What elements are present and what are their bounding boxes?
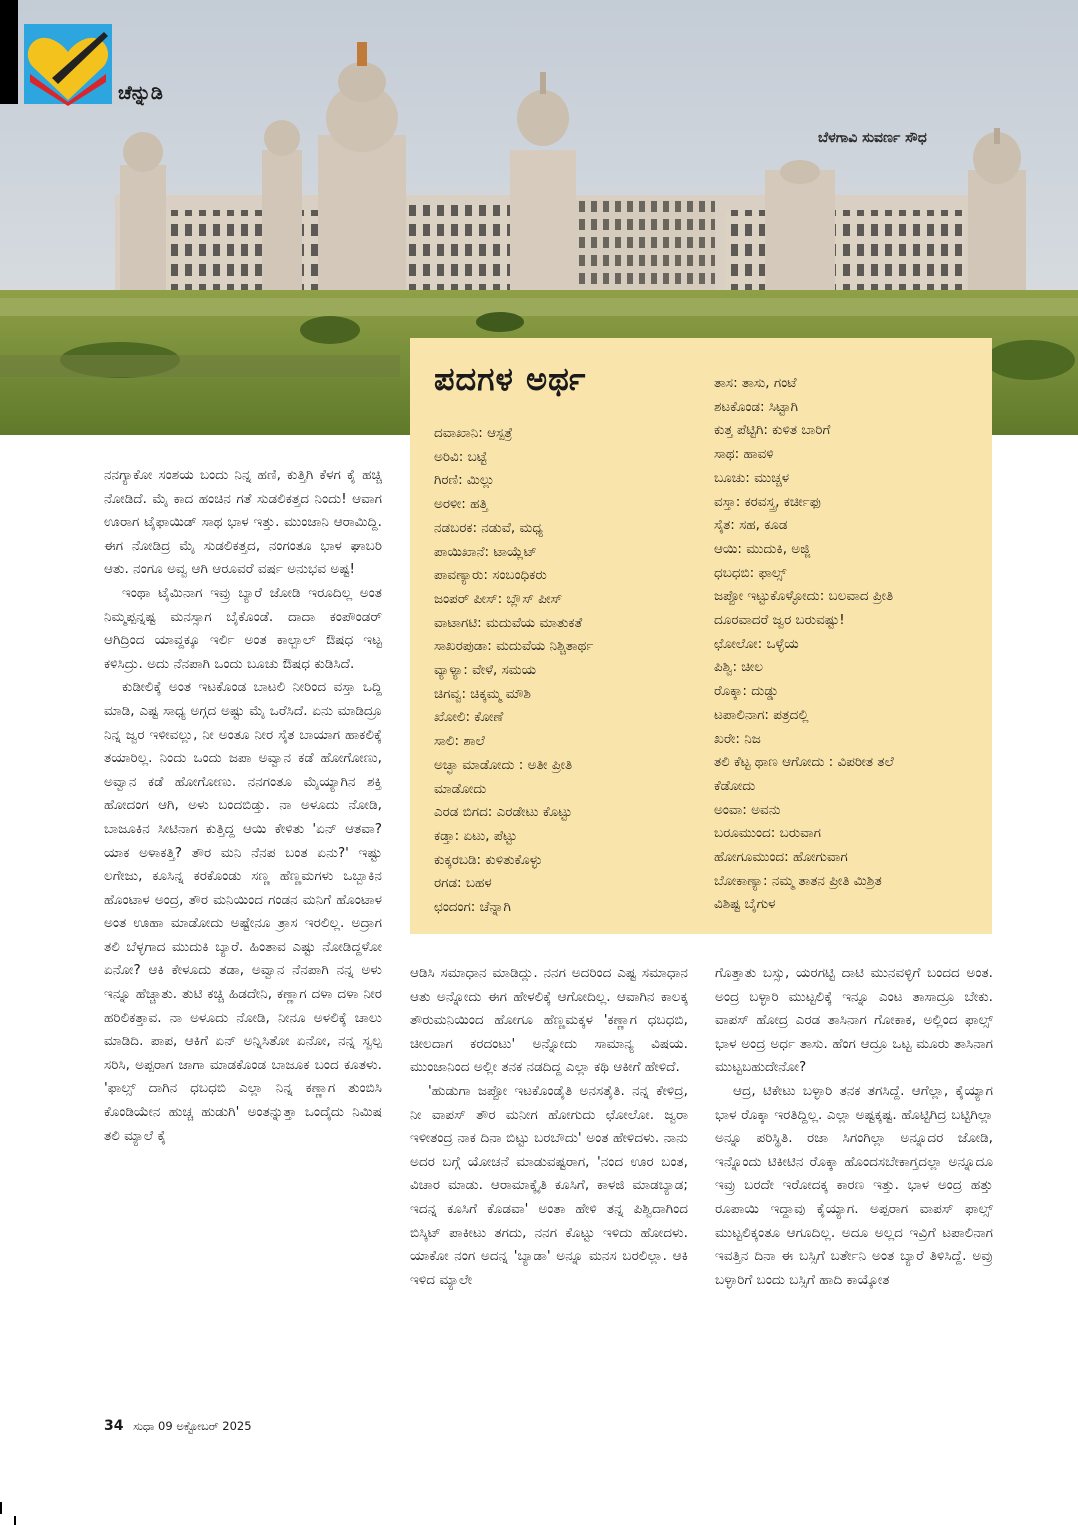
glossary-entry: ಸಾಖರಪುಡಾ: ಮದುವೆಯ ನಿಶ್ಚಿತಾರ್ಥ <box>434 638 594 655</box>
glossary-entry: ಧಬಧಬಿ: ಫಾಲ್ಸ್ <box>714 564 787 581</box>
page-footer <box>104 1418 252 1434</box>
glossary-entry: ವ್ಯಾಳ್ಯಾ: ವೇಳೆ, ಸಮಯ <box>434 662 537 679</box>
article-paragraph: ಇಂಥಾ ಟೈಮಿನಾಗ ಇವ್ರು ಬ್ಯಾರೆ ಜೋಡಿ ಇರೂದಿಲ್ಲ ಅಂತ ನಿಮ್ಮಪ್ಪನ್ನಷ್ಟ ಮನಸ್ಸಾಗ ಬೈಕೊಂಡೆ. ದಾದಾ ಕಂಪೌಂಡರ್ ಆಗಿದ್ರಿಂದ ಯಾವ್ದಕ್ಕೂ ಇರ್ಲಿ ಅಂತ ಕಾಲ್ಬಾಲ್ ಔಷಧ ಇಟ್ಟ ಕಳಿಸಿದ್ರು. ಅದು ನೆನಪಾಗಿ ಒಂದು ಬೂಚು ಔಷಧ ಕುಡಿಸಿದೆ. <box>104 584 382 672</box>
glossary-entry: ಅರಳೀ: ಹತ್ತಿ <box>434 496 488 513</box>
glossary-entry: ಖೋಲಿ: ಕೋಣೆ <box>434 709 504 726</box>
section-logo <box>22 22 114 106</box>
glossary-entry: ಪಾಯಿಖಾನೆ: ಟಾಯ್ಲೆಟ್ <box>434 543 537 560</box>
book-heart-pen-icon <box>22 22 114 106</box>
article-paragraph: ನನಗ್ಯಾಕೋ ಸಂಶಯ ಬಂದು ನಿನ್ನ ಹಣಿ, ಕುತ್ತಿಗಿ ಕೆಳಗ ಕೈ ಹಚ್ಚಿ ನೋಡಿದೆ. ಮೈ ಕಾದ ಹಂಚಿನ ಗತೆ ಸುಡಲಿಕತ್ತದ ನಿಂದು! ಆವಾಗ ಊರಾಗ ಟೈಫಾಯಿಡ್ ಸಾಥ ಭಾಳ ಇತ್ತು. ಮುಂಜಾನಿ ಆರಾಮಿದ್ದಿ. ಈಗ ನೋಡಿದ್ರ ಮೈ ಸುಡಲಿಕತ್ತದ, ನಂಗಂತೂ ಭಾಳ ಘಾಬರಿ ಆತು. ನಂಗೂ ಅವ್ವ ಆಗಿ ಆರೂವರೆ ವರ್ಷ ಅನುಭವ ಅಷ್ಟ! <box>104 467 382 578</box>
glossary-entry: ದವಾಖಾನಿ: ಆಸ್ಪತ್ರೆ <box>434 425 513 441</box>
glossary-entry: ಸೈತ: ಸಹ, ಕೂಡ <box>714 517 788 534</box>
glossary-entry: ಪಿಶ್ವಿ: ಚೀಲ <box>714 659 764 676</box>
article-paragraph: ಕುಡೀಲಿಕ್ಕೆ ಅಂತ ಇಟಕೊಂಡ ಬಾಟಲಿ ನೀರಿಂದ ವಸ್ತಾ ಒದ್ದಿ ಮಾಡಿ, ಎಷ್ಟ ಸಾಧ್ಯ ಅಗ್ಗದ ಅಷ್ಟು ಮೈ ಒರೆಸಿದೆ. ಏನು ಮಾಡಿದ್ರೂ ನಿನ್ನ ಜ್ವರ ಇಳೀವಲ್ಲು, ನೀ ಅಂತೂ ನೀರ ಸೈತ ಬಾಯಾಗ ಹಾಕಲಿಕ್ಕೆ ತಯಾರಿಲ್ಲ. ನಿಂದು ಒಂದು ಜಪಾ ಅವ್ವಾನ ಕಡೆ ಹೋಗೋಣು, ಅವ್ವಾನ ಕಡೆ ಹೋಗೋಣು. ನನಗಂತೂ ಮೈಯ್ಯಾಗಿನ ಶಕ್ತಿ ಹೋದಂಗ ಆಗಿ, ಅಳು ಬಂದಬಿಡ್ತು. ನಾ ಅಳೂದು ನೋಡಿ, ಬಾಜೂಕಿನ ಸೀಟಿನಾಗ ಕುತ್ತಿದ್ದ ಆಯಿ ಕೇಳಿತು 'ಏನ್ ಆತವಾ? ಯಾಕ ಅಳಾಕತ್ತಿ? ತೌರ ಮನಿ ನೆನಪ ಬಂತ ಏನು?' ಇಷ್ಟು ಲಗೇಜು, ಕೂಸಿನ್ನ ಕರಕೊಂಡು ಸಣ್ಣ ಹೆಣ್ಣಮಗಳು ಒಬ್ಬಾಕಿನ ಹೊಂಟಾಳ ಅಂದ್ರ, ತೌರ ಮನಿಯಿಂದ ಗಂಡನ ಮನಿಗೆ ಹೊಂಟಾಳ ಅಂತ ಊಹಾ ಮಾಡೋದು ಅಷ್ಟೇನೂ ತ್ರಾಸ ಇರಲಿಲ್ಲ. ಅದ್ರಾಗ ತಲಿ ಬೆಳ್ಳಗಾದ ಮುದುಕಿ ಬ್ಯಾರೆ. ಹಿಂತಾವ ಎಷ್ಟು ನೋಡಿದ್ದಳೋ ಏನೋ? ಆಕಿ ಕೇಳೂದು ತಡಾ, ಅವ್ವಾನ ನೆನಪಾಗಿ ನನ್ನ ಅಳು ಇನ್ನೂ ಹೆಚ್ಚಾತು. ತುಟಿ ಕಚ್ಚಿ ಹಿಡದೇನಿ, ಕಣ್ಣಾಗ ದಳಾ ದಳಾ ನೀರ ಹರಿಲಿಕತ್ತಾವ. ನಾ ಅಳೂದು ನೋಡಿ, ನೀನೂ ಅಳಲಿಕ್ಕೆ ಚಾಲು ಮಾಡಿದಿ. ಪಾಪ, ಆಕಿಗೆ ಏನ್ ಅನ್ನಿಸಿತೋ ಏನೋ, ನನ್ನ ಸ್ವಲ್ಪ ಸರಿಸಿ, ಅಪ್ಪರಾಗ ಜಾಗಾ ಮಾಡಕೊಂಡ ಬಾಜೂಕ ಬಂದ ಕೂತಳು. 'ಫಾಲ್ಸ್ ದಾಗಿನ ಧಬಧಬಿ ಎಲ್ಲಾ ನಿನ್ನ ಕಣ್ಣಾಗ ತುಂಬಿಸಿ ಕೊಂಡಿಯೇನ ಹುಚ್ಚ ಹುಡುಗಿ' ಅಂತನ್ನುತ್ತಾ ಒಂದೈದು ನಿಮಿಷ ತಲಿ ಮ್ಯಾಲೆ ಕೈ <box>104 679 382 1144</box>
glossary-entry: ಜಪ್ಪೋ ಇಟ್ಟುಕೊಳ್ಳೋದು: ಬಲವಾದ ಪ್ರೀತಿ <box>714 588 894 605</box>
article-column-2 <box>410 962 688 1292</box>
glossary-entry: ನಡಬರಕ: ನಡುವೆ, ಮಧ್ಯ <box>434 519 543 536</box>
glossary-entry: ಜಂಪರ್ ಪೀಸ್: ಬ್ಲೌಸ್ ಪೀಸ್ <box>434 590 563 607</box>
glossary-entry: ಮಾಡೋದು <box>434 780 487 797</box>
glossary-right-column <box>714 372 989 917</box>
glossary-entry: ವಿಶಿಷ್ಟ ಬೈಗುಳ <box>714 896 776 913</box>
article-paragraph: 'ಹುಡುಗಾ ಜಪ್ಪೋ ಇಟಕೊಂಡೈತಿ ಅನಸತೈತಿ. ನನ್ನ ಕೇಳಿದ್ರ, ನೀ ವಾಪಸ್ ತೌರ ಮನೀಗ ಹೋಗುದು ಛೋಲೋ. ಜ್ವರಾ ಇಳೀತಂದ್ರ ನಾಕ ದಿನಾ ಬಿಟ್ಟು ಬರಬೌದು' ಅಂತ ಹೇಳಿದಳು. ನಾನು ಅದರ ಬಗ್ಗೆ ಯೋಚನೆ ಮಾಡುವಷ್ಟರಾಗ, 'ನಂದ ಊರ ಬಂತ, ವಿಚಾರ ಮಾಡು. ಆರಾಮಾಕ್ಕೈತಿ ಕೂಸಿಗೆ, ಕಾಳಜಿ ಮಾಡಬ್ಯಾಡ; ಇದನ್ನ ಕೂಸಿಗೆ ಕೊಡವಾ' ಅಂತಾ ಹೇಳಿ ತನ್ನ ಪಿಶ್ವಿದಾಗಿಂದ ಬಿಸ್ಕಿಟ್ ಪಾಕೀಟು ತಗದು, ನನಗ ಕೊಟ್ಟು ಇಳಿದು ಹೋದಳು. ಯಾಕೋ ನಂಗ ಅದನ್ನ 'ಬ್ಯಾಡಾ' ಅನ್ನೂ ಮನಸ ಬರಲಿಲ್ಲಾ. ಆಕಿ ಇಳಿದ ಮ್ಯಾಲೇ <box>410 1082 688 1288</box>
glossary-entry: ಬೋಕಾಣ್ಯಾ: ನಮ್ಮ ತಾತನ ಪ್ರೀತಿ ಮಿಶ್ರಿತ <box>714 872 882 889</box>
glossary-entry: ಕುತ್ತ ಪೆಟ್ಟಿಗಿ: ಕುಳಿತ ಬಾರಿಗೆ <box>714 422 831 439</box>
glossary-left-column <box>434 422 714 920</box>
article-column-3 <box>715 962 993 1292</box>
glossary-entry: ದೂರವಾದರೆ ಜ್ವರ ಬರುವಷ್ಟು! <box>714 612 845 629</box>
glossary-entry: ಪಾವಣ್ಯಾರು: ಸಂಬಂಧಿಕರು <box>434 567 547 584</box>
glossary-entry: ಕುಕ್ಕರಬಡಿ: ಕುಳಿತುಕೊಳ್ಳು <box>434 851 543 868</box>
glossary-entry: ವಸ್ತಾ: ಕರವಸ್ತ್ರ, ಕರ್ಚೀಫು <box>714 493 821 510</box>
glossary-entry: ಗಿರಣಿ: ಮಿಲ್ಲು <box>434 472 495 489</box>
glossary-entry: ಖರೇ: ನಿಜ <box>714 730 761 747</box>
glossary-box <box>410 338 992 934</box>
section-marker-bar <box>0 0 18 104</box>
glossary-entry: ಬೂಚು: ಮುಚ್ಚಳ <box>714 469 790 486</box>
glossary-entry: ಕಡ್ತಾ: ಏಟು, ಪೆಟ್ಟು <box>434 827 518 844</box>
glossary-entry: ಅರಿವಿ: ಬಟ್ಟೆ <box>434 448 488 465</box>
glossary-entry: ತಲಿ ಕೆಟ್ಟ ಥಾಣ ಆಗೋದು : ವಿಪರೀತ ತಲೆ <box>714 754 894 771</box>
article-paragraph: ಗೊತ್ತಾತು ಬಸ್ಸು, ಯರಗಟ್ಟಿ ದಾಟಿ ಮುನವಳ್ಳಿಗೆ ಬಂದದ ಅಂತ. ಅಂದ್ರ ಬಳ್ಳಾರಿ ಮುಟ್ಟಲಿಕ್ಕೆ ಇನ್ನೂ ಎಂಟ ತಾಸಾದ್ರೂ ಬೇಕು. ವಾಪಸ್ ಹೋದ್ರ ಎರಡ ತಾಸಿನಾಗ ಗೋಕಾಕ, ಅಲ್ಲಿಂದ ಫಾಲ್ಸ್ ಭಾಳ ಅಂದ್ರ ಅರ್ಧ ತಾಸು. ಹೆಂಗ ಆದ್ರೂ ಒಟ್ಟ ಮೂರು ತಾಸಿನಾಗ ಮುಟ್ಟಬಹುದೇನೋ? <box>715 965 993 1076</box>
glossary-entry: ಬರೂಮುಂದ: ಬರುವಾಗ <box>714 825 821 842</box>
glossary-entry: ಹೋಗೂಮುಂದ: ಹೋಗುವಾಗ <box>714 849 848 866</box>
glossary-entry: ತಾಸ: ತಾಸು, ಗಂಟೆ <box>714 375 797 391</box>
glossary-entry: ರೊಕ್ಕಾ: ದುಡ್ಡು <box>714 683 779 700</box>
article-column-1 <box>104 464 382 1148</box>
photo-caption: ಬೆಳಗಾವಿ ಸುವರ್ಣ ಸೌಧ <box>818 130 927 146</box>
crop-mark <box>0 1502 2 1514</box>
glossary-entry: ಚಿಗವ್ವ: ಚಿಕ್ಕಮ್ಮ ಮೌಶಿ <box>434 685 531 702</box>
page-number: 34 <box>104 1418 124 1434</box>
glossary-entry: ಛೋಲೋ: ಒಳ್ಳೆಯ <box>714 635 799 652</box>
glossary-entry: ಕೆಡೋದು <box>714 777 756 794</box>
glossary-entry: ಸಾಲಿ: ಶಾಲೆ <box>434 733 485 750</box>
glossary-entry: ಅಚ್ಛಾ ಮಾಡೋದು : ಅತೀ ಪ್ರೀತಿ <box>434 756 573 773</box>
glossary-entry: ವಾಟಾಗಟಿ: ಮದುವೆಯ ಮಾತುಕತೆ <box>434 614 583 631</box>
glossary-title: ಪದಗಳ ಅರ್ಥ <box>434 360 587 398</box>
crop-mark <box>14 1516 16 1525</box>
glossary-entry: ಆಯಿ: ಮುದುಕಿ, ಅಜ್ಜಿ <box>714 540 811 557</box>
glossary-entry: ಅಂವಾ: ಅವನು <box>714 801 781 818</box>
glossary-entry: ಛಂದಂಗ: ಚೆನ್ನಾಗಿ <box>434 899 511 916</box>
magazine-issue: ಸುಧಾ 09 ಅಕ್ಟೋಬರ್ 2025 <box>133 1419 252 1433</box>
section-name: ಚೆನ್ನುಡಿ <box>118 82 163 104</box>
article-paragraph: ಆಡಿಸಿ ಸಮಾಧಾನ ಮಾಡಿದ್ಲು. ನನಗ ಅದರಿಂದ ಎಷ್ಟ ಸಮಾಧಾನ ಆತು ಅನ್ನೋದು ಈಗ ಹೇಳಲಿಕ್ಕೆ ಆಗೋದಿಲ್ಲ. ಆವಾಗಿನ ಕಾಲಕ್ಕ ತೌರುಮನಿಯಿಂದ ಹೋಗೂ ಹೆಣ್ಣಮಕ್ಕಳ 'ಕಣ್ಣಾಗ ಧಬಧಬಿ, ಚೀಲದಾಗ ಕರದಂಟು' ಅನ್ನೋದು ಸಾಮಾನ್ಯ ವಿಷಯ. ಮುಂಜಾನಿಂದ ಅಲ್ಲೀ ತನಕ ನಡದಿದ್ದ ಎಲ್ಲಾ ಕಥಿ ಆಕೀಗೆ ಹೇಳಿದೆ. <box>410 965 688 1076</box>
glossary-entry: ರಗಡ: ಬಹಳ <box>434 875 492 892</box>
glossary-entry: ಶಟಕೊಂಡ: ಸಿಟ್ಟಾಗಿ <box>714 398 798 415</box>
glossary-entry: ಸಾಥ: ಹಾವಳಿ <box>714 446 774 463</box>
glossary-entry: ಟಪಾಲಿನಾಗ: ಪತ್ರದಲ್ಲಿ <box>714 706 809 723</box>
glossary-entry: ಎರಡ ಬಿಗದ: ಎರಡೇಟು ಕೊಟ್ಟು <box>434 804 573 821</box>
article-paragraph: ಆದ್ರ, ಟಿಕೇಟು ಬಳ್ಳಾರಿ ತನಕ ತಗಸಿದ್ದೆ. ಆಗೆಲ್ಲಾ, ಕೈಯ್ಯಾಗ ಭಾಳ ರೊಕ್ಕಾ ಇರತಿದ್ದಿಲ್ಲ. ಎಲ್ಲಾ ಅಷ್ಟಕ್ಕಷ್ಟ. ಹೊಟ್ಟಿಗಿದ್ರ ಬಟ್ಟಿಗಿಲ್ಲಾ ಅನ್ನೂ ಪರಿಸ್ಥಿತಿ. ರಜಾ ಸಿಗಂಗಿಲ್ಲಾ ಅನ್ನೂದರ ಜೋಡಿ, ಇನ್ನೊಂದು ಟಿಕೀಟಿನ ರೊಕ್ಕಾ ಹೊಂದಸಬೇಕಾಗ್ತದಲ್ಲಾ ಅನ್ನೂದೂ ಇವ್ರು ಬರದೇ ಇರೋದಕ್ಕ ಕಾರಣ ಇತ್ತು. ಭಾಳ ಅಂದ್ರ ಹತ್ತು ರೂಪಾಯಿ ಇದ್ದಾವು ಕೈಯ್ಯಾಗ. ಅಪ್ಪರಾಗ ವಾಪಸ್ ಫಾಲ್ಸ್ ಮುಟ್ಟಲಿಕ್ಕಂತೂ ಆಗೂದಿಲ್ಲ. ಅದೂ ಅಲ್ಲದ ಇವ್ರಿಗೆ ಟಪಾಲಿನಾಗ ಇವತ್ತಿನ ದಿನಾ ಈ ಬಸ್ಸಿಗೆ ಬರ್ತೇನಿ ಅಂತ ಬ್ಯಾರೆ ತಿಳಿಸಿದ್ದೆ. ಅವ್ರು ಬಳ್ಳಾರಿಗೆ ಬಂದು ಬಸ್ಸಿಗೆ ಹಾದಿ ಕಾಯ್ಕೋತ <box>715 1082 993 1288</box>
